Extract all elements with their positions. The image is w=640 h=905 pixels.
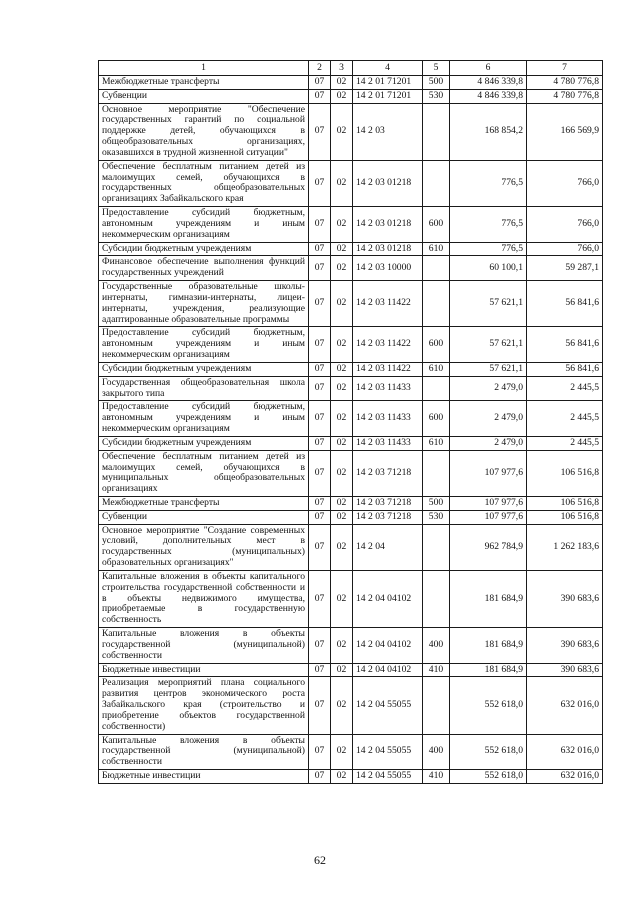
table-row xyxy=(99,76,603,90)
table-row xyxy=(99,663,603,677)
row-name-cell: Бюджетные инвестиции xyxy=(99,770,309,784)
table-row xyxy=(99,436,603,450)
table-row xyxy=(99,524,603,570)
table-row xyxy=(99,103,603,160)
target-article-cell: 14 2 03 11433 xyxy=(353,436,423,450)
section-code-cell: 07 xyxy=(309,734,331,769)
target-article-cell: 14 2 03 01218 xyxy=(353,160,423,206)
section-code-cell: 07 xyxy=(309,256,331,281)
target-article-cell: 14 2 04 55055 xyxy=(353,770,423,784)
table-row xyxy=(99,160,603,206)
section-code-cell: 07 xyxy=(309,628,331,663)
section-code-cell: 07 xyxy=(309,89,331,103)
section-code-cell: 07 xyxy=(309,160,331,206)
target-article-cell: 14 2 01 71201 xyxy=(353,89,423,103)
row-name-cell: Межбюджетные трансферты xyxy=(99,496,309,510)
column-header: 2 xyxy=(309,61,331,76)
amount-year-1-cell: 107 977,6 xyxy=(450,510,527,524)
row-name-cell: Субвенции xyxy=(99,89,309,103)
table-row xyxy=(99,281,603,327)
target-article-cell: 14 2 04 xyxy=(353,524,423,570)
target-article-cell: 14 2 01 71201 xyxy=(353,76,423,90)
row-name-cell: Субсидии бюджетным учреждениям xyxy=(99,436,309,450)
expense-type-cell: 500 xyxy=(423,496,450,510)
table-row xyxy=(99,327,603,362)
row-name-cell: Основное мероприятие "Создание современных условий, дополнительных мест в государственных (муниципальных) образовательных организациях" xyxy=(99,524,309,570)
row-name-cell: Капитальные вложения в объекты государственной (муниципальной) собственности xyxy=(99,734,309,769)
amount-year-2-cell: 4 780 776,8 xyxy=(527,76,603,90)
expense-type-cell: 530 xyxy=(423,89,450,103)
subsection-code-cell: 02 xyxy=(331,327,353,362)
expense-type-cell: 410 xyxy=(423,663,450,677)
amount-year-2-cell: 390 683,6 xyxy=(527,570,603,627)
expense-type-cell: 610 xyxy=(423,362,450,376)
section-code-cell: 07 xyxy=(309,496,331,510)
column-header: 5 xyxy=(423,61,450,76)
row-name-cell: Предоставление субсидий бюджетным, автономным учреждениям и иным некоммерческим организациям xyxy=(99,401,309,436)
target-article-cell: 14 2 03 71218 xyxy=(353,510,423,524)
target-article-cell: 14 2 03 01218 xyxy=(353,242,423,256)
amount-year-1-cell: 181 684,9 xyxy=(450,570,527,627)
column-header: 7 xyxy=(527,61,603,76)
amount-year-2-cell: 632 016,0 xyxy=(527,677,603,734)
expense-type-cell: 400 xyxy=(423,734,450,769)
amount-year-2-cell: 56 841,6 xyxy=(527,281,603,327)
subsection-code-cell: 02 xyxy=(331,89,353,103)
table-row xyxy=(99,450,603,496)
target-article-cell: 14 2 03 11422 xyxy=(353,281,423,327)
budget-table xyxy=(98,60,603,784)
amount-year-2-cell: 106 516,8 xyxy=(527,496,603,510)
amount-year-1-cell: 57 621,1 xyxy=(450,327,527,362)
amount-year-2-cell: 2 445,5 xyxy=(527,436,603,450)
amount-year-2-cell: 4 780 776,8 xyxy=(527,89,603,103)
amount-year-1-cell: 168 854,2 xyxy=(450,103,527,160)
amount-year-1-cell: 181 684,9 xyxy=(450,628,527,663)
table-row xyxy=(99,496,603,510)
subsection-code-cell: 02 xyxy=(331,76,353,90)
section-code-cell: 07 xyxy=(309,570,331,627)
table-header-row xyxy=(99,61,603,76)
amount-year-1-cell: 552 618,0 xyxy=(450,734,527,769)
subsection-code-cell: 02 xyxy=(331,160,353,206)
section-code-cell: 07 xyxy=(309,663,331,677)
amount-year-1-cell: 776,5 xyxy=(450,160,527,206)
section-code-cell: 07 xyxy=(309,376,331,401)
section-code-cell: 07 xyxy=(309,242,331,256)
column-header: 1 xyxy=(99,61,309,76)
amount-year-1-cell: 57 621,1 xyxy=(450,362,527,376)
target-article-cell: 14 2 04 55055 xyxy=(353,677,423,734)
table-row xyxy=(99,89,603,103)
row-name-cell: Финансовое обеспечение выполнения функций государственных учреждений xyxy=(99,256,309,281)
subsection-code-cell: 02 xyxy=(331,256,353,281)
amount-year-2-cell: 390 683,6 xyxy=(527,663,603,677)
table-row xyxy=(99,510,603,524)
amount-year-1-cell: 57 621,1 xyxy=(450,281,527,327)
amount-year-2-cell: 1 262 183,6 xyxy=(527,524,603,570)
amount-year-1-cell: 107 977,6 xyxy=(450,496,527,510)
row-name-cell: Бюджетные инвестиции xyxy=(99,663,309,677)
expense-type-cell xyxy=(423,677,450,734)
section-code-cell: 07 xyxy=(309,436,331,450)
subsection-code-cell: 02 xyxy=(331,663,353,677)
subsection-code-cell: 02 xyxy=(331,770,353,784)
target-article-cell: 14 2 04 04102 xyxy=(353,570,423,627)
amount-year-2-cell: 390 683,6 xyxy=(527,628,603,663)
table-row xyxy=(99,628,603,663)
expense-type-cell xyxy=(423,570,450,627)
amount-year-2-cell: 766,0 xyxy=(527,242,603,256)
row-name-cell: Государственные образовательные школы-интернаты, гимназии-интернаты, лицеи-интернаты, учреждения, реализующие адаптированные образовательные программы xyxy=(99,281,309,327)
target-article-cell: 14 2 03 11433 xyxy=(353,401,423,436)
target-article-cell: 14 2 03 71218 xyxy=(353,496,423,510)
expense-type-cell xyxy=(423,160,450,206)
target-article-cell: 14 2 03 10000 xyxy=(353,256,423,281)
row-name-cell: Основное мероприятие "Обеспечение государственных гарантий по социальной поддержке детей, обучающихся в общеобразовательных организациях, оказавшихся в трудной жизненной ситуации" xyxy=(99,103,309,160)
row-name-cell: Реализация мероприятий плана социального развития центров экономического роста Забайкальского края (строительство и приобретение объектов государственной собственности) xyxy=(99,677,309,734)
subsection-code-cell: 02 xyxy=(331,734,353,769)
column-header: 4 xyxy=(353,61,423,76)
table-row xyxy=(99,207,603,242)
subsection-code-cell: 02 xyxy=(331,524,353,570)
expense-type-cell: 500 xyxy=(423,76,450,90)
amount-year-1-cell: 552 618,0 xyxy=(450,677,527,734)
amount-year-1-cell: 776,5 xyxy=(450,207,527,242)
section-code-cell: 07 xyxy=(309,450,331,496)
expense-type-cell xyxy=(423,256,450,281)
subsection-code-cell: 02 xyxy=(331,103,353,160)
target-article-cell: 14 2 03 xyxy=(353,103,423,160)
table-row xyxy=(99,376,603,401)
target-article-cell: 14 2 04 04102 xyxy=(353,663,423,677)
amount-year-1-cell: 4 846 339,8 xyxy=(450,89,527,103)
row-name-cell: Субсидии бюджетным учреждениям xyxy=(99,242,309,256)
subsection-code-cell: 02 xyxy=(331,436,353,450)
section-code-cell: 07 xyxy=(309,207,331,242)
amount-year-1-cell: 4 846 339,8 xyxy=(450,76,527,90)
target-article-cell: 14 2 04 04102 xyxy=(353,628,423,663)
amount-year-1-cell: 2 479,0 xyxy=(450,436,527,450)
target-article-cell: 14 2 03 71218 xyxy=(353,450,423,496)
amount-year-2-cell: 766,0 xyxy=(527,160,603,206)
section-code-cell: 07 xyxy=(309,401,331,436)
amount-year-1-cell: 962 784,9 xyxy=(450,524,527,570)
amount-year-2-cell: 632 016,0 xyxy=(527,734,603,769)
row-name-cell: Обеспечение бесплатным питанием детей из малоимущих семей, обучающихся в государственных общеобразовательных организациях Забайкальского края xyxy=(99,160,309,206)
expense-type-cell: 600 xyxy=(423,401,450,436)
section-code-cell: 07 xyxy=(309,327,331,362)
subsection-code-cell: 02 xyxy=(331,207,353,242)
target-article-cell: 14 2 03 11433 xyxy=(353,376,423,401)
target-article-cell: 14 2 03 11422 xyxy=(353,362,423,376)
row-name-cell: Капитальные вложения в объекты капитального строительства государственной собственности и в объекты недвижимого имущества, приобретаемые в государственную собственность xyxy=(99,570,309,627)
row-name-cell: Обеспечение бесплатным питанием детей из малоимущих семей, обучающихся в муниципальных общеобразовательных организациях xyxy=(99,450,309,496)
amount-year-1-cell: 2 479,0 xyxy=(450,376,527,401)
section-code-cell: 07 xyxy=(309,362,331,376)
amount-year-2-cell: 2 445,5 xyxy=(527,376,603,401)
table-row xyxy=(99,401,603,436)
table-row xyxy=(99,362,603,376)
table-row xyxy=(99,256,603,281)
table-row xyxy=(99,677,603,734)
subsection-code-cell: 02 xyxy=(331,677,353,734)
section-code-cell: 07 xyxy=(309,524,331,570)
amount-year-1-cell: 107 977,6 xyxy=(450,450,527,496)
amount-year-2-cell: 632 016,0 xyxy=(527,770,603,784)
section-code-cell: 07 xyxy=(309,770,331,784)
table-row xyxy=(99,770,603,784)
amount-year-2-cell: 56 841,6 xyxy=(527,362,603,376)
column-header: 3 xyxy=(331,61,353,76)
table-row xyxy=(99,242,603,256)
subsection-code-cell: 02 xyxy=(331,376,353,401)
row-name-cell: Предоставление субсидий бюджетным, автономным учреждениям и иным некоммерческим организациям xyxy=(99,207,309,242)
subsection-code-cell: 02 xyxy=(331,401,353,436)
amount-year-2-cell: 2 445,5 xyxy=(527,401,603,436)
expense-type-cell: 600 xyxy=(423,207,450,242)
subsection-code-cell: 02 xyxy=(331,242,353,256)
amount-year-1-cell: 552 618,0 xyxy=(450,770,527,784)
row-name-cell: Субсидии бюджетным учреждениям xyxy=(99,362,309,376)
amount-year-2-cell: 766,0 xyxy=(527,207,603,242)
table-row xyxy=(99,570,603,627)
row-name-cell: Межбюджетные трансферты xyxy=(99,76,309,90)
section-code-cell: 07 xyxy=(309,677,331,734)
subsection-code-cell: 02 xyxy=(331,496,353,510)
row-name-cell: Государственная общеобразовательная школа закрытого типа xyxy=(99,376,309,401)
expense-type-cell: 410 xyxy=(423,770,450,784)
section-code-cell: 07 xyxy=(309,103,331,160)
amount-year-2-cell: 106 516,8 xyxy=(527,510,603,524)
expense-type-cell: 400 xyxy=(423,628,450,663)
amount-year-2-cell: 166 569,9 xyxy=(527,103,603,160)
target-article-cell: 14 2 03 11422 xyxy=(353,327,423,362)
target-article-cell: 14 2 04 55055 xyxy=(353,734,423,769)
row-name-cell: Предоставление субсидий бюджетным, автономным учреждениям и иным некоммерческим организациям xyxy=(99,327,309,362)
expense-type-cell xyxy=(423,450,450,496)
row-name-cell: Субвенции xyxy=(99,510,309,524)
page-number: 62 xyxy=(314,853,326,867)
amount-year-1-cell: 60 100,1 xyxy=(450,256,527,281)
subsection-code-cell: 02 xyxy=(331,570,353,627)
expense-type-cell xyxy=(423,524,450,570)
target-article-cell: 14 2 03 01218 xyxy=(353,207,423,242)
subsection-code-cell: 02 xyxy=(331,362,353,376)
section-code-cell: 07 xyxy=(309,76,331,90)
subsection-code-cell: 02 xyxy=(331,510,353,524)
table-row xyxy=(99,734,603,769)
row-name-cell: Капитальные вложения в объекты государственной (муниципальной) собственности xyxy=(99,628,309,663)
section-code-cell: 07 xyxy=(309,510,331,524)
expense-type-cell: 530 xyxy=(423,510,450,524)
expense-type-cell xyxy=(423,376,450,401)
column-header: 6 xyxy=(450,61,527,76)
subsection-code-cell: 02 xyxy=(331,450,353,496)
subsection-code-cell: 02 xyxy=(331,281,353,327)
amount-year-1-cell: 181 684,9 xyxy=(450,663,527,677)
expense-type-cell: 610 xyxy=(423,242,450,256)
amount-year-2-cell: 106 516,8 xyxy=(527,450,603,496)
section-code-cell: 07 xyxy=(309,281,331,327)
subsection-code-cell: 02 xyxy=(331,628,353,663)
amount-year-2-cell: 59 287,1 xyxy=(527,256,603,281)
expense-type-cell: 600 xyxy=(423,327,450,362)
expense-type-cell: 610 xyxy=(423,436,450,450)
expense-type-cell xyxy=(423,103,450,160)
amount-year-2-cell: 56 841,6 xyxy=(527,327,603,362)
amount-year-1-cell: 2 479,0 xyxy=(450,401,527,436)
expense-type-cell xyxy=(423,281,450,327)
amount-year-1-cell: 776,5 xyxy=(450,242,527,256)
